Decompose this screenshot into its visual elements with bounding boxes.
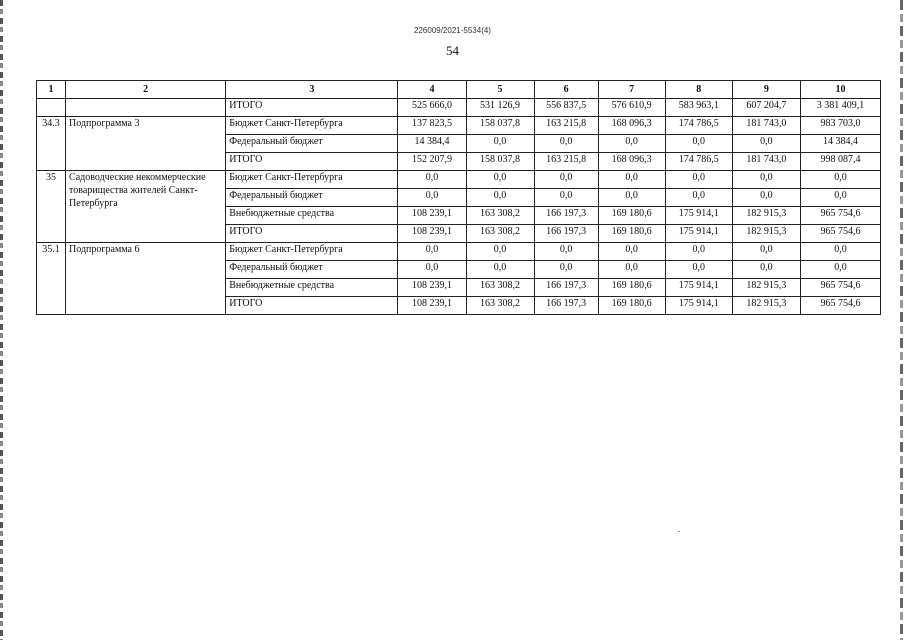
value-cell: 175 914,1 bbox=[665, 225, 732, 243]
value-cell: 0,0 bbox=[398, 171, 466, 189]
value-cell: 174 786,5 bbox=[665, 153, 732, 171]
budget-table bbox=[36, 80, 881, 315]
value-cell: 0,0 bbox=[598, 135, 665, 153]
value-cell: 169 180,6 bbox=[598, 207, 665, 225]
table-row bbox=[37, 99, 881, 117]
total-value-cell: 3 381 409,1 bbox=[800, 99, 880, 117]
funding-source-cell: Федеральный бюджет bbox=[226, 261, 398, 279]
column-header: 6 bbox=[534, 81, 598, 99]
value-cell: 166 197,3 bbox=[534, 225, 598, 243]
value-cell: 168 096,3 bbox=[598, 153, 665, 171]
table-row bbox=[37, 171, 881, 189]
value-cell: 108 239,1 bbox=[398, 279, 466, 297]
value-cell: 607 204,7 bbox=[732, 99, 800, 117]
value-cell: 0,0 bbox=[466, 189, 534, 207]
value-cell: 108 239,1 bbox=[398, 225, 466, 243]
value-cell: 174 786,5 bbox=[665, 117, 732, 135]
column-header: 9 bbox=[732, 81, 800, 99]
total-value-cell: 965 754,6 bbox=[800, 207, 880, 225]
value-cell: 0,0 bbox=[665, 135, 732, 153]
program-name-cell: Подпрограмма 3 bbox=[66, 117, 226, 171]
value-cell: 0,0 bbox=[732, 171, 800, 189]
value-cell: 163 308,2 bbox=[466, 207, 534, 225]
value-cell: 525 666,0 bbox=[398, 99, 466, 117]
program-name-cell: Подпрограмма 6 bbox=[66, 243, 226, 315]
total-value-cell: 965 754,6 bbox=[800, 297, 880, 315]
funding-source-cell: ИТОГО bbox=[226, 225, 398, 243]
value-cell: 0,0 bbox=[665, 171, 732, 189]
value-cell: 0,0 bbox=[398, 261, 466, 279]
value-cell: 168 096,3 bbox=[598, 117, 665, 135]
value-cell: 182 915,3 bbox=[732, 207, 800, 225]
funding-source-cell: Бюджет Санкт-Петербурга bbox=[226, 171, 398, 189]
value-cell: 163 308,2 bbox=[466, 225, 534, 243]
value-cell: 182 915,3 bbox=[732, 297, 800, 315]
table-row bbox=[37, 117, 881, 135]
value-cell: 169 180,6 bbox=[598, 279, 665, 297]
total-value-cell: 0,0 bbox=[800, 243, 880, 261]
value-cell: 14 384,4 bbox=[398, 135, 466, 153]
value-cell: 108 239,1 bbox=[398, 297, 466, 315]
value-cell: 0,0 bbox=[466, 171, 534, 189]
total-value-cell: 983 703,0 bbox=[800, 117, 880, 135]
column-header: 1 bbox=[37, 81, 66, 99]
value-cell: 163 308,2 bbox=[466, 279, 534, 297]
total-value-cell: 998 087,4 bbox=[800, 153, 880, 171]
program-code-cell: 34.3 bbox=[37, 117, 66, 171]
value-cell: 182 915,3 bbox=[732, 225, 800, 243]
funding-source-cell: Бюджет Санкт-Петербурга bbox=[226, 243, 398, 261]
program-code-cell: 35 bbox=[37, 171, 66, 243]
value-cell: 163 308,2 bbox=[466, 297, 534, 315]
value-cell: 137 823,5 bbox=[398, 117, 466, 135]
value-cell: 531 126,9 bbox=[466, 99, 534, 117]
value-cell: 166 197,3 bbox=[534, 279, 598, 297]
value-cell: 0,0 bbox=[598, 243, 665, 261]
total-value-cell: 0,0 bbox=[800, 189, 880, 207]
value-cell: 0,0 bbox=[665, 261, 732, 279]
value-cell: 0,0 bbox=[398, 189, 466, 207]
funding-source-cell: ИТОГО bbox=[226, 99, 398, 117]
value-cell: 158 037,8 bbox=[466, 117, 534, 135]
total-value-cell: 0,0 bbox=[800, 171, 880, 189]
scan-edge-right bbox=[900, 0, 903, 640]
value-cell: 181 743,0 bbox=[732, 153, 800, 171]
total-value-cell: 965 754,6 bbox=[800, 225, 880, 243]
column-header: 10 bbox=[800, 81, 880, 99]
value-cell: 108 239,1 bbox=[398, 207, 466, 225]
funding-source-cell: ИТОГО bbox=[226, 297, 398, 315]
value-cell: 175 914,1 bbox=[665, 279, 732, 297]
column-header: 7 bbox=[598, 81, 665, 99]
value-cell: 0,0 bbox=[598, 189, 665, 207]
value-cell: 169 180,6 bbox=[598, 297, 665, 315]
value-cell: 0,0 bbox=[534, 189, 598, 207]
page-number: 54 bbox=[446, 43, 459, 58]
value-cell: 0,0 bbox=[534, 261, 598, 279]
value-cell: 576 610,9 bbox=[598, 99, 665, 117]
value-cell: 0,0 bbox=[732, 189, 800, 207]
value-cell: 182 915,3 bbox=[732, 279, 800, 297]
program-name-cell: Садоводческие некоммерческие товарищества жителей Санкт-Петербурга bbox=[66, 171, 226, 243]
value-cell: 0,0 bbox=[665, 243, 732, 261]
column-header: 8 bbox=[665, 81, 732, 99]
funding-source-cell: Внебюджетные средства bbox=[226, 279, 398, 297]
column-header: 3 bbox=[226, 81, 398, 99]
value-cell: 0,0 bbox=[732, 261, 800, 279]
value-cell: 175 914,1 bbox=[665, 297, 732, 315]
value-cell: 0,0 bbox=[598, 261, 665, 279]
value-cell: 556 837,5 bbox=[534, 99, 598, 117]
value-cell: 0,0 bbox=[398, 243, 466, 261]
column-number-header-row bbox=[37, 81, 881, 99]
value-cell: 166 197,3 bbox=[534, 207, 598, 225]
funding-source-cell: Внебюджетные средства bbox=[226, 207, 398, 225]
value-cell: 0,0 bbox=[534, 171, 598, 189]
value-cell: 583 963,1 bbox=[665, 99, 732, 117]
document-stamp: 226009/2021-5534(4) bbox=[414, 26, 491, 35]
value-cell: 0,0 bbox=[466, 135, 534, 153]
total-value-cell: 14 384,4 bbox=[800, 135, 880, 153]
value-cell: 166 197,3 bbox=[534, 297, 598, 315]
program-code-cell: 35.1 bbox=[37, 243, 66, 315]
total-value-cell: 0,0 bbox=[800, 261, 880, 279]
value-cell: 0,0 bbox=[598, 171, 665, 189]
funding-source-cell: Бюджет Санкт-Петербурга bbox=[226, 117, 398, 135]
value-cell: 0,0 bbox=[732, 135, 800, 153]
value-cell: 152 207,9 bbox=[398, 153, 466, 171]
value-cell: 163 215,8 bbox=[534, 117, 598, 135]
program-name-cell bbox=[66, 99, 226, 117]
column-header: 5 bbox=[466, 81, 534, 99]
value-cell: 0,0 bbox=[665, 189, 732, 207]
column-header: 2 bbox=[66, 81, 226, 99]
value-cell: 0,0 bbox=[466, 243, 534, 261]
table-body bbox=[37, 99, 881, 315]
table-row bbox=[37, 243, 881, 261]
scan-edge-left bbox=[0, 0, 3, 640]
total-value-cell: 965 754,6 bbox=[800, 279, 880, 297]
funding-source-cell: ИТОГО bbox=[226, 153, 398, 171]
value-cell: 0,0 bbox=[466, 261, 534, 279]
funding-source-cell: Федеральный бюджет bbox=[226, 135, 398, 153]
value-cell: 0,0 bbox=[732, 243, 800, 261]
column-header: 4 bbox=[398, 81, 466, 99]
value-cell: 175 914,1 bbox=[665, 207, 732, 225]
funding-source-cell: Федеральный бюджет bbox=[226, 189, 398, 207]
program-code-cell bbox=[37, 99, 66, 117]
value-cell: 181 743,0 bbox=[732, 117, 800, 135]
value-cell: 0,0 bbox=[534, 243, 598, 261]
value-cell: 0,0 bbox=[534, 135, 598, 153]
value-cell: 163 215,8 bbox=[534, 153, 598, 171]
scan-speck bbox=[678, 531, 680, 532]
value-cell: 169 180,6 bbox=[598, 225, 665, 243]
value-cell: 158 037,8 bbox=[466, 153, 534, 171]
